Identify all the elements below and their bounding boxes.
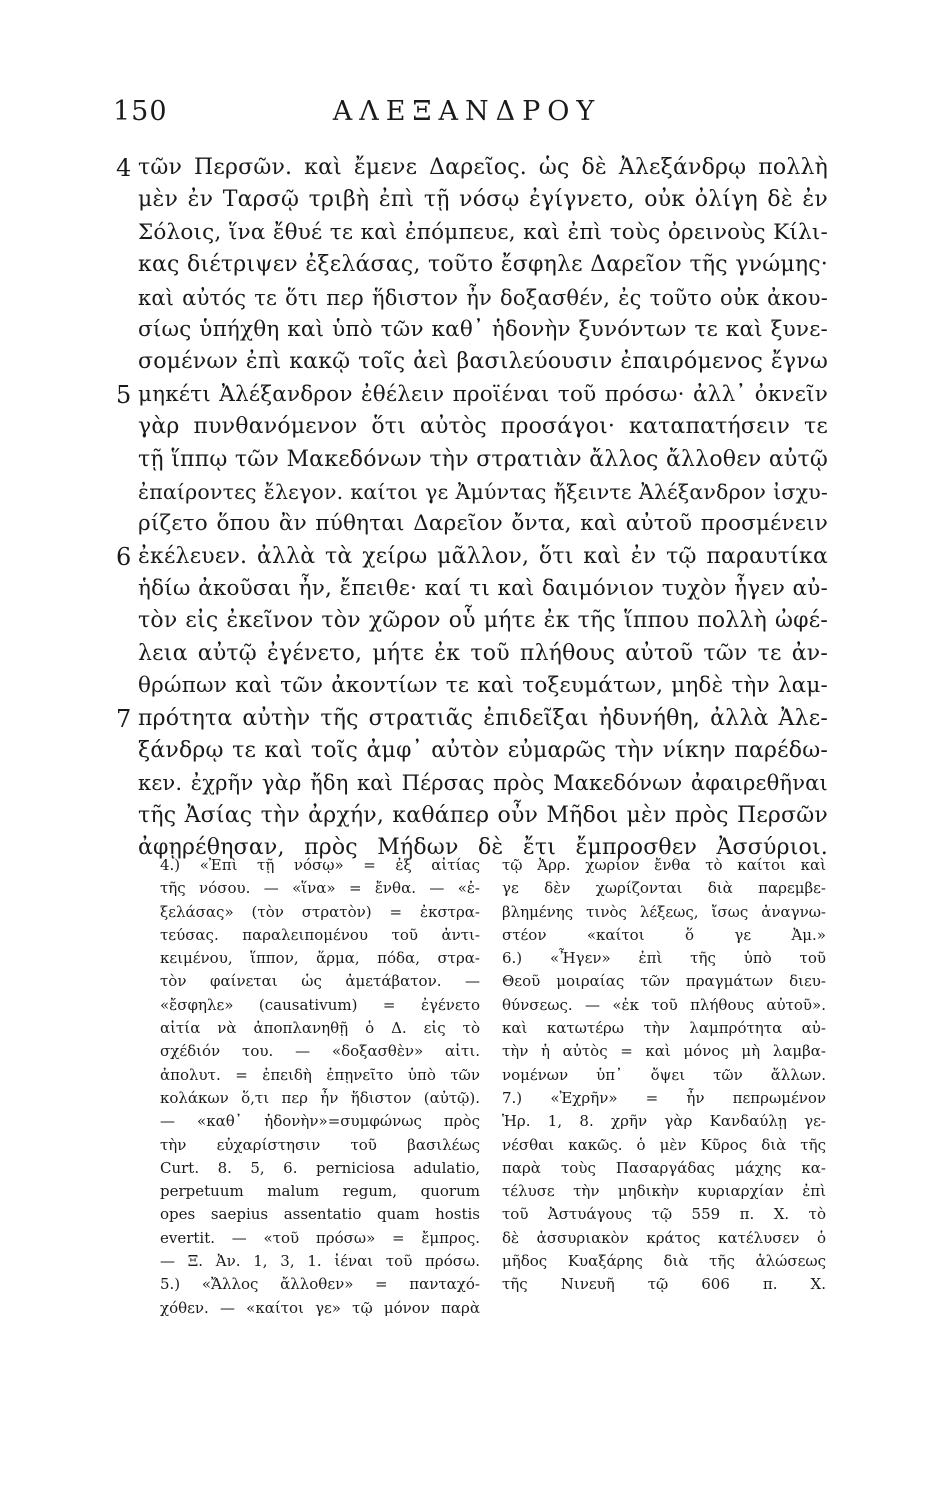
footnote-line: Ἡρ. 1, 8. χρῆν γὰρ Κανδαύλῃ γε- — [502, 1112, 826, 1131]
text-line — [138, 184, 828, 216]
text-line — [116, 379, 828, 411]
section-number: 4 — [116, 154, 132, 182]
footnote-line: Θεοῦ μοιραίας τῶν πραγμάτων διευ- — [502, 972, 826, 991]
footnote-line: τὸν φαίνεται ὡς ἀμετάβατον. — — [160, 972, 480, 991]
text-line — [138, 800, 828, 832]
footnote-line: Curt. 8. 5, 6. perniciosa adulatio, — [160, 1158, 480, 1177]
text-line — [138, 638, 828, 670]
text-line — [138, 282, 828, 314]
text-line — [138, 314, 828, 346]
footnote-line: τῆς Νινευῆ τῷ 606 π. Χ. — [502, 1275, 826, 1294]
footnote-line: θύνσεως. — «ἐκ τοῦ πλήθους αὐτοῦ». — [502, 995, 826, 1014]
footnote-line: τῷ Ἀρρ. χωρίον ἔνθα τὸ καίτοι καὶ — [502, 856, 826, 874]
footnote-line: νομένων ὑπ᾽ ὄψει τῶν ἄλλων. — [502, 1065, 826, 1084]
footnote-line: κειμένου, ἵππον, ἅρμα, πόδα, στρα- — [160, 949, 480, 968]
line-text: ἡδίω ἀκοῦσαι ἦν, ἔπειθε· καί τι καὶ δαιμόνιον τυχὸν ἦγεν αὐ- — [138, 576, 828, 602]
footnote-line: νέσθαι κακῶς. ὁ μὲν Κῦρος διὰ τῆς — [502, 1135, 826, 1154]
footnote-line: τοῦ Ἀστυάγους τῷ 559 π. Χ. τὸ — [502, 1205, 826, 1224]
text-line — [138, 670, 828, 702]
line-text: ἐπαίροντες ἔλεγον. καίτοι γε Ἀμύντας ἤξειντε Ἀλέξανδρον ἰσχυ- — [138, 479, 828, 504]
text-line — [138, 217, 828, 249]
line-text: γὰρ πυνθανόμενον ὅτι αὐτὸς προσάγοι· καταπατήσειν τε — [138, 414, 828, 440]
line-text: ἐκέλευεν. ἀλλὰ τὰ χείρω μᾶλλον, ὅτι καὶ ἐν τῷ παραυτίκα — [138, 543, 828, 569]
line-text: πρότητα αὐτὴν τῆς στρατιᾶς ἐπιδεῖξαι ἠδυνήθη, ἀλλὰ Ἀλε- — [138, 705, 828, 731]
footnote-line: καὶ κατωτέρω τὴν λαμπρότητα αὐ- — [502, 1019, 826, 1038]
section-number: 6 — [116, 542, 132, 571]
footnote-line: «ἔσφηλε» (causativum) = ἐγένετο — [160, 995, 480, 1014]
footnote-line: ξελάσας» (τὸν στρατὸν) = ἐκστρα- — [160, 902, 480, 921]
line-text: καὶ αὐτός τε ὅτι περ ἥδιστον ἦν δοξασθέν, ἐς τοῦτο οὐκ ἀκου- — [138, 285, 828, 310]
section-number: 7 — [116, 704, 132, 733]
line-text: τῶν Περσῶν. καὶ ἔμενε Δαρεῖος. ὡς δὲ Ἀλεξάνδρῳ πολλὴ — [138, 155, 828, 180]
line-text: ρίζετο ὅπου ἂν πύθηται Δαρεῖον ὄντα, καὶ αὐτοῦ προσμένειν — [138, 511, 828, 537]
line-text: τῆς Ἀσίας τὴν ἀρχήν, καθάπερ οὖν Μῆδοι μὲν πρὸς Περσῶν — [138, 802, 828, 828]
text-line — [138, 508, 828, 540]
footnote-line: μῆδος Κυαξάρης διὰ τῆς ἁλώσεως — [502, 1252, 826, 1271]
text-line — [138, 411, 828, 443]
text-line — [138, 249, 828, 281]
line-text: θρώπων καὶ τῶν ἀκοντίων τε καὶ τοξευμάτων, μηδὲ τὴν λαμ- — [138, 673, 828, 699]
main-text — [116, 152, 828, 865]
footnote-line: 7.) «Ἐχρῆν» = ἦν πεπρωμένον — [502, 1088, 826, 1107]
section-number: 5 — [116, 380, 132, 409]
line-text: τὸν εἰς ἐκεῖνον τὸν χῶρον οὗ μήτε ἐκ τῆς ἵππου πολλὴ ὠφέ- — [138, 608, 828, 634]
footnote-line: σχέδιόν του. — «δοξασθὲν» αἰτι. — [160, 1042, 480, 1061]
footnotes-left-column — [160, 854, 480, 1320]
footnote-line: κολάκων ὅ,τι περ ἦν ἥδιστον (αὐτῷ). — [160, 1088, 480, 1107]
line-text: σίως ὑπήχθη καὶ ὑπὸ τῶν καθ᾽ ἡδονὴν ξυνόντων τε καὶ ξυνε- — [138, 316, 828, 342]
text-line — [138, 476, 828, 508]
footnote-line: βλημένης τινὸς λέξεως, ἴσως ἀναγνω- — [502, 902, 826, 921]
footnote-line: — «καθ᾽ ἡδονὴν»=συμφώνως πρὸς — [160, 1112, 480, 1131]
footnote-line: τὴν ἡ αὐτὸς = καὶ μόνος μὴ λαμβα- — [502, 1042, 826, 1061]
line-text: τῇ ἵππῳ τῶν Μακεδόνων τὴν στρατιὰν ἄλλος ἄλλοθεν αὐτῷ — [138, 446, 828, 472]
line-text: μηκέτι Ἀλέξανδρον ἐθέλειν προϊέναι τοῦ πρόσω· ἀλλ᾽ ὀκνεῖν — [138, 381, 828, 407]
line-text: λεια αὐτῷ ἐγένετο, μήτε ἐκ τοῦ πλήθους αὐτοῦ τῶν τε ἀν- — [138, 640, 828, 666]
footnote-line: evertit. — «τοῦ πρόσω» = ἔμπρος. — [160, 1228, 480, 1247]
footnote-line: 4.) «Ἐπὶ τῇ νόσῳ» = ἐξ αἰτίας — [160, 856, 480, 874]
text-line — [116, 152, 828, 184]
line-text: μὲν ἐν Ταρσῷ τριβὴ ἐπὶ τῇ νόσῳ ἐγίγνετο, οὐκ ὀλίγη δὲ ἐν — [138, 187, 828, 213]
text-line — [138, 573, 828, 605]
footnote-line: παρὰ τοὺς Πασαργάδας μάχης κα- — [502, 1158, 826, 1177]
text-line — [116, 703, 828, 735]
footnote-line: γε δὲν χωρίζονται διὰ παρεμβε- — [502, 879, 826, 898]
footnote-line: opes saepius assentatio quam hostis — [160, 1205, 480, 1224]
page-number: 150 — [113, 96, 168, 127]
footnote-line: αἰτία νὰ ἀποπλανηθῇ ὁ Δ. εἰς τὸ — [160, 1019, 480, 1038]
line-text: σομένων ἐπὶ κακῷ τοῖς ἀεὶ βασιλεύουσιν ἐπαιρόμενος ἔγνω — [138, 349, 828, 375]
text-line — [138, 346, 828, 378]
footnote-line: στέον «καίτοι ὅ γε Ἀμ.» — [502, 925, 826, 944]
footnote-line: τεύσας. παραλειπομένου τοῦ ἀντι- — [160, 925, 480, 944]
footnotes-right-column — [502, 854, 826, 1297]
running-head: ΑΛΕΞΑΝΔΡΟΥ — [332, 96, 602, 127]
text-line — [116, 541, 828, 573]
text-line — [138, 444, 828, 476]
footnote-line: δὲ ἀσσυριακὸν κράτος κατέλυσεν ὁ — [502, 1228, 826, 1247]
text-line — [138, 735, 828, 767]
footnote-line: χόθεν. — «καίτοι γε» τῷ μόνον παρὰ — [160, 1298, 480, 1317]
text-line — [138, 767, 828, 799]
footnote-line: 6.) «Ἦγεν» ἐπὶ τῆς ὑπὸ τοῦ — [502, 949, 826, 968]
line-text: κεν. ἐχρῆν γὰρ ἤδη καὶ Πέρσας πρὸς Μακεδόνων ἀφαιρεθῆναι — [138, 771, 828, 796]
line-text: κας διέτριψεν ἐξελάσας, τοῦτο ἔσφηλε Δαρεῖον τῆς γνώμης· — [138, 252, 828, 278]
footnote-line: 5.) «Ἄλλος ἄλλοθεν» = πανταχό- — [160, 1275, 480, 1294]
footnote-line: ἀπολυτ. = ἐπειδὴ ἐπῃνεῖτο ὑπὸ τῶν — [160, 1065, 480, 1084]
line-text: ἀφῃρέθησαν, πρὸς Μήδων δὲ ἔτι ἔμπροσθεν Ἀσσύριοι. — [138, 835, 828, 861]
footnote-line: τέλυσε τὴν μηδικὴν κυριαρχίαν ἐπὶ — [502, 1182, 826, 1201]
footnote-line: τὴν εὐχαρίστησιν τοῦ βασιλέως — [160, 1135, 480, 1154]
footnote-line: — Ξ. Ἀν. 1, 3, 1. ἰέναι τοῦ πρόσω. — [160, 1252, 480, 1271]
footnote-line: τῆς νόσου. — «ἵνα» = ἔνθα. — «ἐ- — [160, 879, 480, 898]
line-text: ξάνδρῳ τε καὶ τοῖς ἀμφ᾽ αὐτὸν εὐμαρῶς τὴν νίκην παρέδω- — [138, 738, 828, 764]
line-text: Σόλοις, ἵνα ἔθυέ τε καὶ ἐπόμπευε, καὶ ἐπὶ τοὺς ὀρεινοὺς Κίλι- — [138, 219, 828, 245]
text-line — [138, 605, 828, 637]
footnote-line: perpetuum malum regum, quorum — [160, 1182, 480, 1201]
